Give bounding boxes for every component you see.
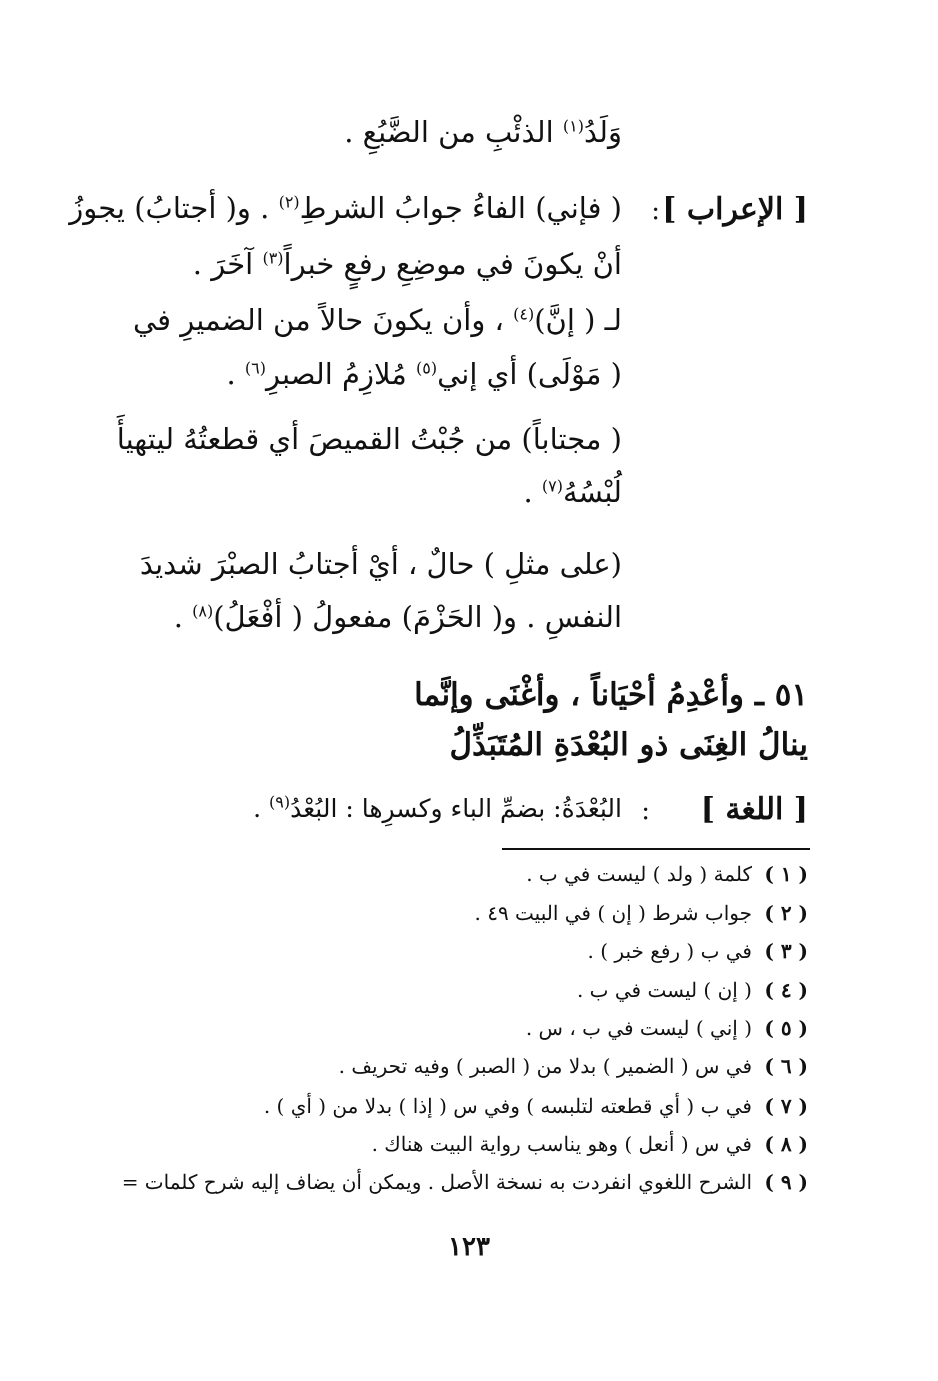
irab-line-6 [523, 475, 622, 509]
lugha-colon: : [641, 796, 650, 826]
irab-text: (على مثلِ ) حالٌ ، أيْ أجتابُ الصبْرَ شديدَ [139, 547, 622, 581]
irab-text: ( فإني) الفاءُ جوابُ الشرطِ [299, 191, 622, 225]
footnote-item [588, 941, 808, 961]
footnote-item [339, 1056, 808, 1076]
footnote-text: في ب ( أي قطعته لتلبسه ) وفي س ( إذا ) بدلا من ( أي ) . [263, 1094, 752, 1118]
verse-number: ٥١ ـ [754, 677, 808, 713]
footnote-item [526, 1018, 808, 1038]
verse-line-2 [449, 727, 808, 763]
footnote-number: ( ٤ ) [764, 978, 808, 1002]
lugha-label: [ اللغة ] [700, 792, 808, 827]
intro-rest: الذئْبِ من الضَّبُعِ . [344, 115, 563, 149]
irab-line-4 [226, 357, 622, 391]
footnote-number: ( ٢ ) [764, 901, 808, 925]
footnote-number: ( ٦ ) [764, 1054, 808, 1078]
footnote-number: ( ٥ ) [764, 1016, 808, 1040]
irab-text: . و( أجتابُ) يجوزُ [69, 191, 279, 225]
footnote-text: ( إني ) ليست في ب ، س . [525, 1016, 752, 1040]
irab-text: . [523, 475, 542, 509]
lugha-text: البُعْدَةُ: بضمِّ الباء وكسرِها : البُعْدُ [290, 794, 622, 823]
page-number: ١٢٣ [448, 1232, 490, 1262]
intro-line [344, 115, 622, 149]
footnote-text: الشرح اللغوي انفردت به نسخة الأصل . ويمكن أن يضاف إليه شرح كلمات = [121, 1170, 752, 1194]
footnote-item [526, 864, 808, 884]
footnote-number: ( ١ ) [764, 862, 808, 886]
verse-hemistich-1: وأعْدِمُ أحْيَاناً ، وأغْنَى وإنَّما [414, 677, 745, 713]
irab-text: أنْ يكونَ في موضِعِ رفعٍ خبراً [283, 247, 622, 281]
lugha-text: . [253, 794, 270, 823]
irab-line-8 [173, 600, 622, 634]
footnote-ref-3: (٣) [262, 248, 284, 268]
footnote-ref-6: (٦) [244, 358, 266, 378]
irab-line-1 [69, 191, 622, 225]
footnote-text: في س ( أنعل ) وهو يناسب رواية البيت هناك . [371, 1132, 752, 1156]
footnote-ref-2: (٢) [278, 192, 300, 212]
footnote-ref-7: (٧) [541, 476, 563, 496]
irab-text: ، وأن يكونَ حالاً من الضميرِ في [133, 303, 514, 337]
irab-line-3 [133, 303, 622, 337]
irab-text: لُبْسُهُ [562, 475, 622, 509]
irab-text: آخَرَ . [192, 247, 263, 281]
irab-text: النفسِ . و( الحَزْمَ) مفعولُ ( أفْعَلُ) [213, 600, 622, 634]
footnote-item [474, 903, 808, 923]
footnote-text: جواب شرط ( إن ) في البيت ٤٩ . [474, 901, 752, 925]
verse-line-1 [414, 677, 808, 713]
footnote-item [372, 1134, 808, 1154]
irab-colon: : [651, 196, 660, 226]
irab-text: مُلازِمُ الصبرِ [266, 357, 417, 391]
irab-line-2 [192, 247, 622, 281]
footnote-text: في ب ( رفع خبر ) . [587, 939, 752, 963]
footnote-text: ( إن ) ليست في ب . [576, 978, 752, 1002]
irab-label: [ الإعراب ] [662, 192, 808, 227]
footnote-number: ( ٨ ) [764, 1132, 808, 1156]
irab-text: لـ ( إنَّ) [534, 303, 622, 337]
footnote-item [122, 1172, 808, 1192]
footnote-ref-4: (٤) [513, 304, 535, 324]
footnote-ref-9: (٩) [269, 792, 291, 812]
footnote-ref-8: (٨) [192, 601, 214, 621]
footnote-item [264, 1096, 808, 1116]
irab-line-7 [139, 547, 622, 581]
footnote-item [577, 980, 808, 1000]
footnote-text: في س ( الضمير ) بدلا من ( الصبر ) وفيه تحريف . [338, 1054, 752, 1078]
footnote-number: ( ٣ ) [764, 939, 808, 963]
verse-hemistich-2: ينالُ الغِنَى ذو البُعْدَةِ المُتَبَذِّلُ [449, 727, 808, 763]
intro-word: وَلَدُ [583, 115, 622, 149]
footnote-number: ( ٩ ) [764, 1170, 808, 1194]
irab-text: ( مجتاباً) من جُبْتُ القميصَ أي قطعتُهُ ليتهيأَ [116, 422, 622, 456]
lugha-line [253, 792, 622, 823]
footnote-separator [502, 848, 810, 850]
footnote-ref-5: (٥) [416, 358, 438, 378]
irab-text: . [226, 357, 245, 391]
irab-text: . [173, 600, 193, 634]
footnote-text: كلمة ( ولد ) ليست في ب . [526, 862, 752, 886]
footnote-ref-1: (١) [562, 116, 584, 136]
irab-line-5 [116, 422, 622, 456]
irab-text: ( مَوْلَى) أي إني [437, 357, 622, 391]
footnote-number: ( ٧ ) [764, 1094, 808, 1118]
